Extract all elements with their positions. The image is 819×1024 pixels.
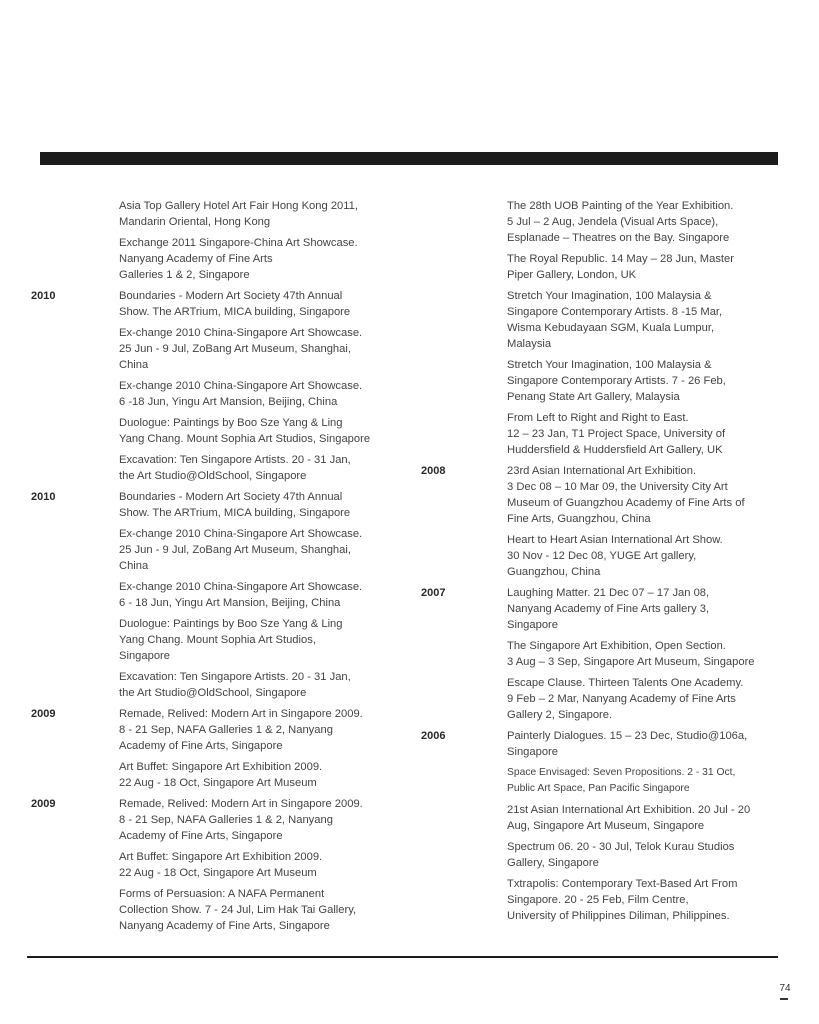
exhibition-description: Spectrum 06. 20 - 30 Jul, Telok Kurau Studios Gallery, Singapore — [507, 841, 735, 869]
header-bar — [40, 152, 778, 165]
exhibition-entry — [31, 288, 383, 320]
exhibition-description: 21st Asian International Art Exhibition. 20 Jul - 20 Aug, Singapore Art Museum, Singapore — [507, 804, 751, 832]
right-column — [421, 198, 779, 929]
exhibition-description: The 28th UOB Painting of the Year Exhibition. 5 Jul – 2 Aug, Jendela (Visual Arts Space), Esplanade – Theatres on the Bay. Singapore — [507, 200, 734, 244]
exhibition-description: 23rd Asian International Art Exhibition. 3 Dec 08 – 10 Mar 09, the University City Art Museum of Guangzhou Academy of Fine Arts of Fine Arts, Guangzhou, China — [507, 465, 745, 525]
exhibition-description: Painterly Dialogues. 15 – 23 Dec, Studio@106a, Singapore — [507, 730, 748, 758]
exhibition-entry — [31, 378, 383, 410]
exhibition-description: Remade, Relived: Modern Art in Singapore 2009. 8 - 21 Sep, NAFA Galleries 1 & 2, Nanyang Academy of Fine Arts, Singapore — [119, 708, 363, 752]
exhibition-entry — [421, 251, 779, 283]
exhibition-entry — [31, 452, 383, 484]
exhibition-year — [421, 839, 507, 871]
exhibition-entry — [421, 802, 779, 834]
exhibition-year — [421, 198, 507, 246]
exhibition-year — [31, 452, 119, 484]
exhibition-year — [31, 415, 119, 447]
exhibition-description: Duologue: Paintings by Boo Sze Yang & Ling Yang Chang. Mount Sophia Art Studios, Singapore — [119, 618, 343, 662]
exhibition-year: 2009 — [31, 798, 56, 810]
exhibition-year — [421, 638, 507, 670]
exhibition-entry — [31, 669, 383, 701]
exhibition-description: Ex-change 2010 China-Singapore Art Showcase. 25 Jun - 9 Jul, ZoBang Art Museum, Shanghai, China — [119, 327, 363, 371]
exhibition-description: Exchange 2011 Singapore-China Art Showcase. Nanyang Academy of Fine Arts Galleries 1 & 2, Singapore — [119, 237, 358, 281]
exhibition-year — [421, 802, 507, 834]
exhibition-description: Ex-change 2010 China-Singapore Art Showcase. 25 Jun - 9 Jul, ZoBang Art Museum, Shanghai, China — [119, 528, 363, 572]
exhibition-entry — [31, 235, 383, 283]
exhibition-entry — [31, 198, 383, 230]
exhibition-year — [421, 675, 507, 723]
exhibition-entry — [421, 463, 779, 527]
exhibition-description: Excavation: Ten Singapore Artists. 20 - 31 Jan, the Art Studio@OldSchool, Singapore — [119, 671, 351, 699]
exhibition-year — [31, 579, 119, 611]
exhibition-entry — [31, 526, 383, 574]
exhibition-entry — [421, 585, 779, 633]
exhibition-description: Escape Clause. Thirteen Talents One Academy. 9 Feb – 2 Mar, Nanyang Academy of Fine Arts Gallery 2, Singapore. — [507, 677, 744, 721]
exhibition-year — [31, 235, 119, 283]
exhibition-year — [31, 378, 119, 410]
exhibition-entry — [31, 415, 383, 447]
exhibition-entry — [421, 357, 779, 405]
exhibition-year — [31, 616, 119, 664]
exhibition-year — [421, 357, 507, 405]
exhibition-description: Ex-change 2010 China-Singapore Art Showcase. 6 - 18 Jun, Yingu Art Mansion, Beijing, China — [119, 581, 363, 609]
exhibition-description: The Singapore Art Exhibition, Open Section. 3 Aug – 3 Sep, Singapore Art Museum, Singapore — [507, 640, 755, 668]
exhibition-entry — [421, 765, 779, 797]
exhibition-entry — [31, 796, 383, 844]
exhibition-entry — [421, 410, 779, 458]
exhibition-entry — [31, 849, 383, 881]
left-column — [31, 198, 383, 939]
exhibition-description: Laughing Matter. 21 Dec 07 – 17 Jan 08, Nanyang Academy of Fine Arts gallery 3, Singapore — [507, 587, 710, 631]
exhibition-year — [31, 759, 119, 791]
exhibition-description: Remade, Relived: Modern Art in Singapore 2009. 8 - 21 Sep, NAFA Galleries 1 & 2, Nanyang Academy of Fine Arts, Singapore — [119, 798, 363, 842]
exhibition-year: 2006 — [421, 730, 446, 742]
exhibition-description: The Royal Republic. 14 May – 28 Jun, Master Piper Gallery, London, UK — [507, 253, 734, 281]
exhibition-year: 2007 — [421, 587, 446, 599]
exhibition-year — [31, 669, 119, 701]
exhibition-description: Stretch Your Imagination, 100 Malaysia & Singapore Contemporary Artists. 8 -15 Mar, Wisma Kebudayaan SGM, Kuala Lumpur, Malaysia — [507, 290, 723, 350]
exhibition-entry — [31, 579, 383, 611]
exhibition-year — [421, 532, 507, 580]
exhibition-entry — [31, 616, 383, 664]
exhibition-entry — [31, 706, 383, 754]
exhibition-entry — [31, 759, 383, 791]
exhibition-year — [31, 886, 119, 934]
exhibition-entry — [421, 876, 779, 924]
exhibition-description: Space Envisaged: Seven Propositions. 2 - 31 Oct, Public Art Space, Pan Pacific Singapore — [507, 767, 736, 794]
exhibition-year: 2010 — [31, 491, 56, 503]
exhibition-description: Art Buffet: Singapore Art Exhibition 2009. 22 Aug - 18 Oct, Singapore Art Museum — [119, 761, 323, 789]
exhibition-description: Excavation: Ten Singapore Artists. 20 - 31 Jan, the Art Studio@OldSchool, Singapore — [119, 454, 351, 482]
exhibition-year — [31, 526, 119, 574]
exhibition-year: 2009 — [31, 708, 56, 720]
exhibition-year — [421, 288, 507, 352]
exhibition-description: From Left to Right and Right to East. 12 – 23 Jan, T1 Project Space, University of Huddersfield & Huddersfield Art Gallery, UK — [507, 412, 726, 456]
exhibition-entry — [421, 839, 779, 871]
footer-rule — [27, 956, 778, 958]
exhibition-description: Boundaries - Modern Art Society 47th Annual Show. The ARTrium, MICA building, Singapore — [119, 290, 351, 318]
exhibition-entry — [421, 675, 779, 723]
exhibition-year: 2008 — [421, 465, 446, 477]
exhibition-entry — [421, 288, 779, 352]
exhibition-year — [421, 765, 507, 797]
exhibition-description: Duologue: Paintings by Boo Sze Yang & Ling Yang Chang. Mount Sophia Art Studios, Singapore — [119, 417, 371, 445]
exhibition-year: 2010 — [31, 290, 56, 302]
exhibition-description: Heart to Heart Asian International Art Show. 30 Nov - 12 Dec 08, YUGE Art gallery, Guangzhou, China — [507, 534, 723, 578]
exhibition-description: Asia Top Gallery Hotel Art Fair Hong Kong 2011, Mandarin Oriental, Hong Kong — [119, 200, 358, 228]
exhibition-year — [31, 198, 119, 230]
page-number-underline — [780, 998, 788, 1000]
exhibition-description: Boundaries - Modern Art Society 47th Annual Show. The ARTrium, MICA building, Singapore — [119, 491, 351, 519]
exhibition-entry — [31, 325, 383, 373]
exhibition-description: Txtrapolis: Contemporary Text-Based Art From Singapore. 20 - 25 Feb, Film Centre, University of Philippines Diliman, Philippines. — [507, 878, 738, 922]
exhibition-description: Forms of Persuasion: A NAFA Permanent Collection Show. 7 - 24 Jul, Lim Hak Tai Gallery, Nanyang Academy of Fine Arts, Singapore — [119, 888, 357, 932]
exhibition-year — [31, 325, 119, 373]
exhibition-description: Art Buffet: Singapore Art Exhibition 2009. 22 Aug - 18 Oct, Singapore Art Museum — [119, 851, 323, 879]
exhibition-year — [421, 410, 507, 458]
exhibition-year — [421, 251, 507, 283]
exhibition-entry — [31, 886, 383, 934]
exhibition-year — [31, 849, 119, 881]
exhibition-description: Stretch Your Imagination, 100 Malaysia & Singapore Contemporary Artists. 7 - 26 Feb, Penang State Art Gallery, Malaysia — [507, 359, 726, 403]
exhibition-year — [421, 876, 507, 924]
exhibition-entry — [421, 728, 779, 760]
exhibition-entry — [421, 638, 779, 670]
page-number: 74 — [779, 983, 791, 994]
exhibition-entry — [421, 532, 779, 580]
exhibition-entry — [421, 198, 779, 246]
exhibition-entry — [31, 489, 383, 521]
exhibition-description: Ex-change 2010 China-Singapore Art Showcase. 6 -18 Jun, Yingu Art Mansion, Beijing, China — [119, 380, 363, 408]
